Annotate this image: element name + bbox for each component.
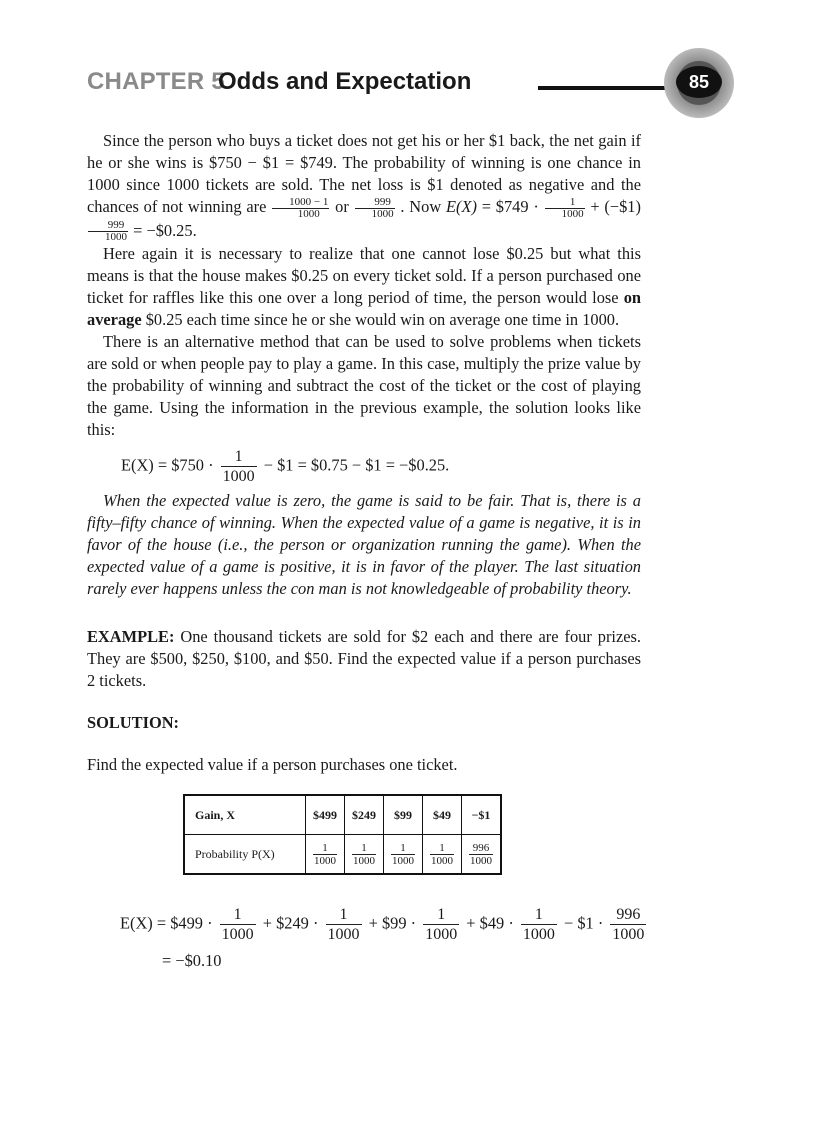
eq-part: + $49 · [462, 913, 518, 933]
fraction [610, 905, 646, 944]
denominator: 1000 [522, 926, 555, 944]
numerator: 999 [374, 195, 391, 208]
math-ex: E(X) [445, 197, 477, 216]
denominator: 1000 [425, 926, 458, 944]
denominator: 1000 [314, 854, 336, 867]
table-cell [423, 835, 462, 875]
numerator: 1 [339, 906, 348, 924]
denominator: 1000 [222, 468, 255, 486]
paragraph-house-edge [87, 243, 641, 331]
page-header [87, 62, 737, 122]
table-cell: −$1 [462, 795, 502, 835]
eq-part: + $99 · [364, 913, 421, 933]
numerator: 1 [569, 195, 576, 208]
eq-part: + $249 · [258, 913, 323, 933]
text-run: = −$0.25. [133, 220, 197, 240]
eq-part: − $1 = $0.75 − $1 = −$0.25. [259, 455, 450, 475]
example-label: EXAMPLE: [87, 627, 175, 647]
solution-text: Find the expected value if a person purchases one ticket. [87, 755, 458, 775]
header-rule [538, 86, 678, 90]
eq-part: E(X) = $499 · [120, 913, 217, 933]
probability-table [183, 794, 502, 875]
fraction [469, 842, 493, 867]
fraction [545, 197, 585, 220]
fraction [313, 842, 337, 867]
spacer [87, 600, 641, 626]
bold-term: on average [87, 288, 641, 330]
chapter-title: Odds and Expectation [218, 68, 472, 95]
denominator: 1000 [612, 926, 645, 944]
fraction [221, 447, 257, 486]
table-row-gain [184, 795, 501, 835]
numerator: 1 [437, 906, 446, 924]
equation-two-ticket [120, 905, 645, 944]
table-cell [345, 835, 384, 875]
numerator: 1 [439, 841, 445, 854]
numerator: 996 [616, 906, 641, 924]
solution-label: SOLUTION: [87, 713, 179, 733]
spacer [87, 734, 641, 754]
fraction [391, 842, 415, 867]
fraction [88, 220, 128, 243]
chapter-label: CHAPTER 5 [87, 68, 225, 95]
fraction [272, 197, 329, 220]
denominator: 1000 [272, 208, 329, 220]
text-run: $0.25 each time since he or she would win on average one time in 1000. [141, 310, 620, 330]
table-cell [184, 795, 306, 835]
numerator: 996 [472, 841, 490, 854]
numerator: 1 [361, 841, 367, 854]
fraction [220, 905, 256, 944]
example-text: One thousand tickets are sold for $2 each and there are four prizes. They are $500, $250, $100, and $50. Find the expected value if a person purchases 2 tickets. [87, 627, 641, 691]
text-run: = $749 · [476, 197, 544, 216]
denominator: 1000 [392, 854, 414, 867]
fraction [352, 842, 376, 867]
fraction [430, 842, 454, 867]
denominator: 1000 [353, 854, 375, 867]
equation-expected-value [121, 447, 641, 486]
spacer [87, 692, 641, 712]
row-label-gain: Gain, X [195, 808, 236, 823]
text-run: or [335, 197, 354, 216]
text-run: + (−$1) [590, 197, 641, 216]
denominator: 1000 [431, 854, 453, 867]
paragraph-net-gain [87, 130, 641, 243]
table-row-probability [184, 835, 501, 875]
numerator: 1 [234, 448, 243, 466]
table-cell [384, 835, 423, 875]
denominator: 1000 [355, 208, 395, 220]
table-cell: $49 [423, 795, 462, 835]
denominator: 1000 [221, 926, 254, 944]
eq-part: E(X) = $750 · [121, 455, 218, 475]
table-cell: $249 [345, 795, 384, 835]
paragraph-alternative-method: There is an alternative method that can be used to solve problems when tickets are sold or when people pay to play a game. In this case, multiply the prize value by the probability of winning and subtract the cost of the ticket or the cost of playing the game. Using the information in the previous example, the solution looks like this: [87, 332, 641, 440]
numerator: 1 [233, 906, 242, 924]
page-body [87, 130, 645, 972]
text-run: Here again it is necessary to realize that one cannot lose $0.25 but what this means is that the house makes $0.25 on every ticket sold. If a person purchased one ticket for raffles like this one over a long period of time, the person would lose [87, 244, 641, 308]
paragraph-fair-game: When the expected value is zero, the game is said to be fair. That is, there is a fifty–fifty chance of winning. When the expected value of a game is negative, it is in favor of the house (i.e., the person or organization running the game). When the expected value of a game is positive, it is in favor of the player. The last situation rarely ever happens unless the con man is not knowledgeable of probability theory. [87, 491, 641, 599]
text-run: . Now [400, 197, 446, 216]
equation-result: = −$0.10 [162, 951, 222, 971]
eq-part: − $1 · [559, 913, 608, 933]
numerator: 1 [400, 841, 406, 854]
fraction [423, 905, 459, 944]
fraction [326, 905, 362, 944]
table-cell: $99 [384, 795, 423, 835]
denominator: 1000 [88, 231, 128, 243]
denominator: 1000 [470, 854, 492, 867]
denominator: 1000 [327, 926, 360, 944]
table-cell [306, 835, 345, 875]
table-cell: Probability P(X) [184, 835, 306, 875]
fraction [355, 197, 395, 220]
fraction [521, 905, 557, 944]
page-number: 85 [676, 66, 722, 98]
text-run: Since the person who buys a ticket does not get his or her $1 back, the net gain if he or she wins is $750 − $1 = $749. The probability of winning is one chance in 1000 since 1000 tickets are sold. The net loss is $1 denoted as negative and the chances of not winning are [87, 131, 641, 216]
numerator: 1 [322, 841, 328, 854]
numerator: 1 [534, 906, 543, 924]
numerator: 1000 − 1 [289, 195, 329, 208]
table-cell [462, 835, 502, 875]
table-cell: $499 [306, 795, 345, 835]
numerator: 999 [107, 219, 125, 232]
example-block [87, 626, 641, 692]
denominator: 1000 [545, 208, 585, 220]
